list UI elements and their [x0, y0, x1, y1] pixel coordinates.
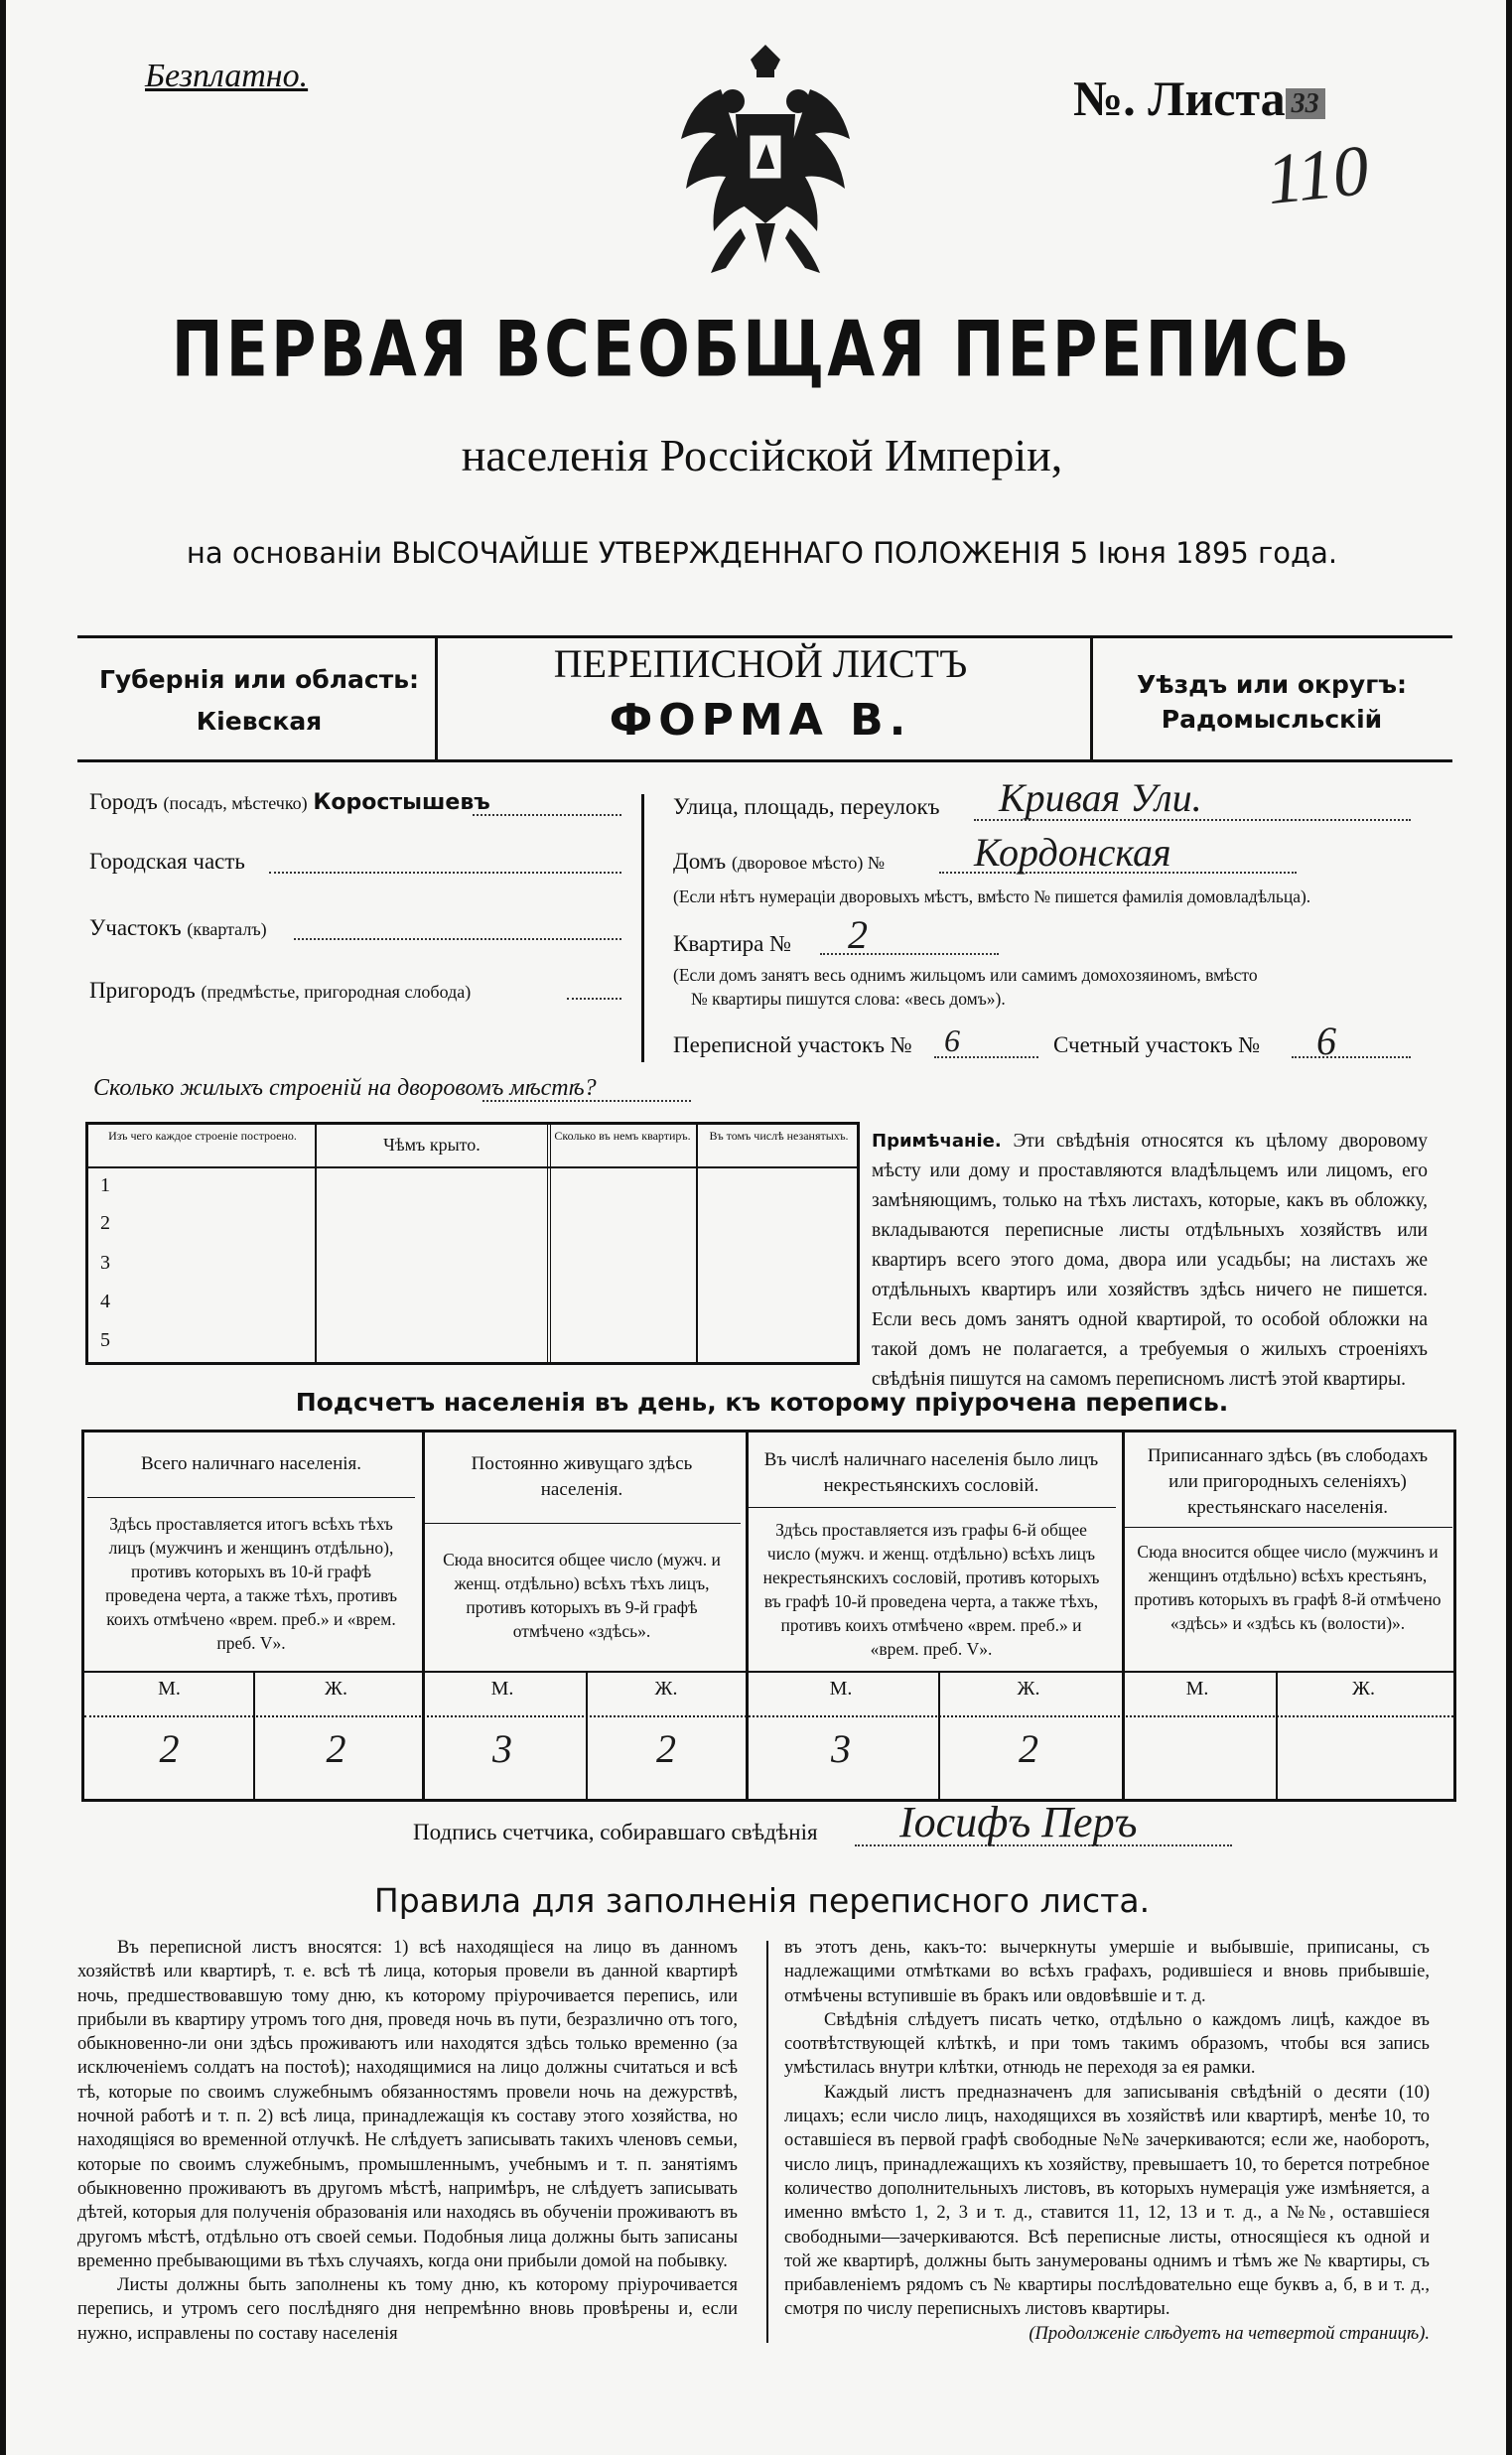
rules-left-paragraph-2: Листы должны быть заполнены къ тому дню, къ которому пріурочивается перепись, и утромъ сего послѣдняго дня непремѣнно вновь провѣрены и, если нужно, исправлены по составу населенія — [77, 2275, 738, 2344]
enumerator-signature-value: Іосифъ Перъ — [899, 1798, 1138, 1846]
pop-total-f-value: 2 — [326, 1726, 346, 1771]
street-value: Кривая Ули. — [999, 775, 1202, 820]
sheet-number-stamp: 33 — [1286, 88, 1325, 119]
rules-right-column — [784, 1936, 1430, 2346]
precinct-field — [89, 915, 267, 941]
buildings-question: Сколько жилыхъ строеній на дворовомъ мѣстѣ? — [93, 1075, 597, 1101]
apartment-note-1: (Если домъ занятъ весь однимъ жильцомъ или самимъ домохозяиномъ, вмѣсто — [673, 965, 1258, 985]
rules-right-paragraph-2: Свѣдѣнія слѣдуетъ писать четко, отдѣльно о каждомъ лицѣ, каждое въ соотвѣтствующей клѣткѣ, и при томъ такимъ образомъ, чтобы вся запись умѣстилась внутри клѣтки, отнюдь не переходя за ея рамки. — [784, 2009, 1430, 2079]
buildings-table — [85, 1122, 860, 1365]
buildings-row-1: 1 — [100, 1174, 110, 1196]
population-title: Подсчетъ населенія въ день, къ которому пріурочена перепись. — [295, 1388, 1229, 1417]
pop-total-m-value: 2 — [159, 1726, 180, 1771]
uezd-label: Уѣздъ или округъ: — [1136, 670, 1408, 699]
note-text: Эти свѣдѣнія относятся къ цѣлому дворовому мѣсту или дому и проставляются владѣльцемъ или лицомъ, его замѣняющимъ, только на тѣхъ листахъ, которые, какъ въ обложку, вкладываются переписные листы отдѣльныхъ хозяйствъ или квартиръ всего этого дома, двора или усадьбы; на листахъ же отдѣльныхъ квартиръ или хозяйствъ здѣсь ничего не пишется. Если весь домъ занятъ одной квартирой, то особой обложки на такой домъ не полагается, а требуемыя о жилыхъ строеніяхъ свѣдѣнія пишутся на самомъ переписномъ листѣ этой квартиры. — [872, 1131, 1429, 1390]
pop-col-nonpeasant-head: Въ числѣ наличнаго населенія было лицъ некрестьянскихъ сословій. — [763, 1449, 1099, 1496]
buildings-row-4: 4 — [100, 1291, 110, 1312]
district-label: Городская часть — [89, 849, 245, 874]
census-subtitle: населенія Россійской Имперіи, — [461, 430, 1063, 480]
note-lead: Примѣчаніе. — [872, 1131, 1002, 1152]
city-value: Коростышевъ — [313, 790, 490, 815]
count-area-label: Счетный участокъ № — [1053, 1032, 1261, 1057]
pop-col-peasant-body: Сюда вносится общее число (мужчинъ и женщинъ отдѣльно) всѣхъ крестьянъ, противъ которыхъ въ графѣ 8-й отмѣчено «здѣсь» и «здѣсь къ (волости)». — [1134, 1542, 1442, 1633]
buildings-row-2: 2 — [100, 1212, 110, 1234]
census-area-value: 6 — [944, 1023, 960, 1058]
pop-permanent-f-label: Ж. — [654, 1678, 678, 1700]
city-label: Городъ — [89, 789, 158, 814]
rules-left-column — [77, 1936, 738, 2346]
pop-peasant-f-label: Ж. — [1352, 1678, 1375, 1700]
buildings-col-material: Изъ чего каждое строеніе построено. — [108, 1129, 297, 1143]
pop-col-peasant — [1123, 1437, 1452, 1635]
apartment-label: Квартира № — [673, 931, 792, 956]
enumerator-signature-label: Подпись счетчика, собиравшаго свѣдѣнія — [413, 1820, 818, 1844]
census-decree-line: на основаніи ВЫСОЧАЙШЕ УТВЕРЖДЕННАГО ПОЛОЖЕНІЯ 5 Іюня 1895 года. — [186, 536, 1338, 570]
double-headed-eagle-emblem-icon — [661, 40, 870, 298]
street-label: Улица, площадь, переулокъ — [673, 794, 940, 819]
rules-continued: (Продолженіе слѣдуетъ на четвертой страницѣ). — [1029, 2323, 1430, 2344]
sheet-number-label: №. Листа — [1073, 70, 1286, 126]
suburb-field — [89, 978, 471, 1004]
count-area-value: 6 — [1316, 1019, 1336, 1063]
pop-col-total-body: Здѣсь проставляется итогъ всѣхъ тѣхъ лицъ (мужчинъ и женщинъ отдѣльно), противъ которыхъ въ 10-й графѣ проведена черта, а также тѣхъ, противъ коихъ отмѣчено «врем. преб.» и «врем. преб. V». — [104, 1514, 398, 1653]
uezd-value: Радомысльскій — [1161, 705, 1383, 734]
free-label: Безплатно. — [145, 58, 309, 94]
precinct-hint: (кварталъ) — [187, 919, 267, 939]
pop-col-nonpeasant-body: Здѣсь проставляется изъ графы 6-й общее число (мужч. и женщ. отдѣльно) всѣхъ лицъ некрестьянскихъ сословій, противъ которыхъ въ графѣ 10-й проведена черта, а также тѣхъ, противъ коихъ отмѣчено «врем. преб.» и «врем. преб. V». — [762, 1520, 1100, 1659]
pop-col-permanent-body: Сюда вносится общее число (мужч. и женщ. отдѣльно) всѣхъ тѣхъ лицъ, противъ которыхъ въ 9-й графѣ отмѣчено «здѣсь». — [443, 1550, 721, 1641]
suburb-hint: (предмѣстье, пригородная слобода) — [201, 982, 472, 1002]
pop-total-m-label: М. — [158, 1678, 181, 1700]
sheet-number — [1073, 69, 1325, 127]
buildings-col-vacant: Въ томъ числѣ незанятыхъ. — [709, 1129, 849, 1143]
gubernia-value: Кіевская — [196, 707, 323, 736]
pop-col-total — [87, 1437, 415, 1655]
house-value: Кордонская — [974, 830, 1171, 875]
rules-left-paragraph-1: Въ переписной листъ вносятся: 1) всѣ находящіеся на лицо въ данномъ хозяйствѣ или квартирѣ, т. е. всѣ тѣ лица, которыя провели въ данной квартирѣ ночь, предшествовавшую тому дню, къ которому пріурочивается перепись, или прибыли въ квартиру утромъ того дня, проведя ночь въ пути, безразлично отъ того, обыкновенно-ли они здѣсь проживаютъ или находятся здѣсь только временно (за исключеніемъ солдатъ на постоѣ); находящимися на лицо должны считаться и всѣ тѣ, которые по своимъ служебнымъ обязанностямъ провели ночь на дежурствѣ, ночной работѣ и т. п. 2) всѣ лица, принадлежащія къ составу этого хозяйства, но находящіяся во временной отлучкѣ. Не слѣдуетъ записывать такихъ членовъ семьи, которые по своимъ служебнымъ, промышленнымъ, учебнымъ и т. п. занятіямъ обыкновенно проживаютъ въ другомъ мѣстѣ, напримѣръ, не слѣдуетъ записывать дѣтей, которыя для полученія образованія или находясь въ обученіи проживаютъ въ другомъ мѣстѣ, отдѣльно отъ своей семьи. Подобныя лица должны быть записаны временно пребывающими въ тѣхъ случаяхъ, когда они прибыли домой на побывку. — [77, 1938, 738, 2271]
apartment-note-2: № квартиры пишутся слова: «весь домъ»). — [691, 989, 1006, 1009]
pop-col-nonpeasant — [747, 1437, 1116, 1661]
pop-col-permanent — [423, 1437, 741, 1643]
pop-col-total-head: Всего наличнаго населенія. — [140, 1453, 362, 1474]
buildings-col-roof: Чѣмъ крыто. — [383, 1135, 481, 1155]
suburb-label: Пригородъ — [89, 978, 196, 1003]
apartment-value: 2 — [848, 912, 868, 957]
pop-permanent-m-label: М. — [490, 1678, 514, 1700]
archive-number: 110 — [1263, 129, 1373, 220]
pop-nonpeasant-m-value: 3 — [831, 1726, 851, 1771]
form-letter: ФОРМА В. — [609, 695, 912, 746]
pop-permanent-m-value: 3 — [492, 1726, 512, 1771]
house-note: (Если нѣтъ нумераціи дворовыхъ мѣстъ, вмѣсто № пишется фамилія домовладѣльца). — [673, 887, 1311, 906]
pop-nonpeasant-m-label: М. — [829, 1678, 853, 1700]
buildings-note — [872, 1127, 1428, 1395]
pop-nonpeasant-f-label: Ж. — [1017, 1678, 1040, 1700]
house-hint: (дворовое мѣсто) № — [731, 853, 886, 873]
pop-col-permanent-head: Постоянно живущаго здѣсь населенія. — [471, 1453, 693, 1500]
census-area-label: Переписной участокъ № — [673, 1032, 912, 1057]
pop-permanent-f-value: 2 — [656, 1726, 676, 1771]
city-hint: (посадъ, мѣстечко) — [163, 793, 308, 813]
house-label: Домъ — [673, 849, 727, 874]
city-field — [89, 789, 490, 815]
rules-right-paragraph-1: въ этотъ день, какъ-то: вычеркнуты умершіе и выбывшіе, приписаны, съ надлежащими отмѣтками во всѣхъ графахъ, родившіеся и вновь прибывшіе, отмѣчены вступившіе въ бракъ или овдовѣвшіе и т. д. — [784, 1938, 1430, 2006]
census-main-title: ПЕРВАЯ ВСЕОБЩАЯ ПЕРЕПИСЬ — [171, 303, 1353, 395]
house-field — [673, 849, 885, 875]
buildings-row-3: 3 — [100, 1252, 110, 1274]
pop-col-peasant-head: Приписаннаго здѣсь (въ слободахъ или пригородныхъ селеніяхъ) крестьянскаго населенія. — [1147, 1445, 1429, 1518]
pop-peasant-m-label: М. — [1185, 1678, 1209, 1700]
pop-total-f-label: Ж. — [325, 1678, 347, 1700]
form-name: ПЕРЕПИСНОЙ ЛИСТЪ — [553, 641, 968, 686]
rules-right-paragraph-3: Каждый листъ предназначенъ для записыванія свѣдѣній о десяти (10) лицахъ; если число лицъ, находящихся въ хозяйствѣ или квартирѣ, менѣе 10, то оставшіеся въ первой графѣ свободные №№ зачеркиваются; если же, наоборотъ, число лицъ, принадлежащихъ къ хозяйству, превышаетъ 10, то берется потребное количество дополнительныхъ листовъ, въ которыхъ нумерація уже измѣняется, а именно вмѣсто 1, 2, 3 и т. д., ставится 11, 12, 13 и т. д., а №№, оставшіеся свободными—зачеркиваются. Всѣ переписные листы, относящіеся къ одной и той же квартирѣ, должны быть занумерованы однимъ и тѣмъ же № квартиры, съ прибавленіемъ рядомъ съ № квартиры послѣдовательно еще буквъ а, б, в и т. д., смотря по числу переписныхъ листовъ квартиры. — [784, 2082, 1430, 2320]
rules-title: Правила для заполненія переписного листа. — [373, 1881, 1151, 1920]
gubernia-label: Губернія или область: — [98, 665, 420, 694]
buildings-col-apartments: Сколько въ немъ квартиръ. — [554, 1129, 691, 1143]
precinct-label: Участокъ — [89, 915, 182, 940]
buildings-row-5: 5 — [100, 1329, 110, 1351]
pop-nonpeasant-f-value: 2 — [1019, 1726, 1038, 1771]
